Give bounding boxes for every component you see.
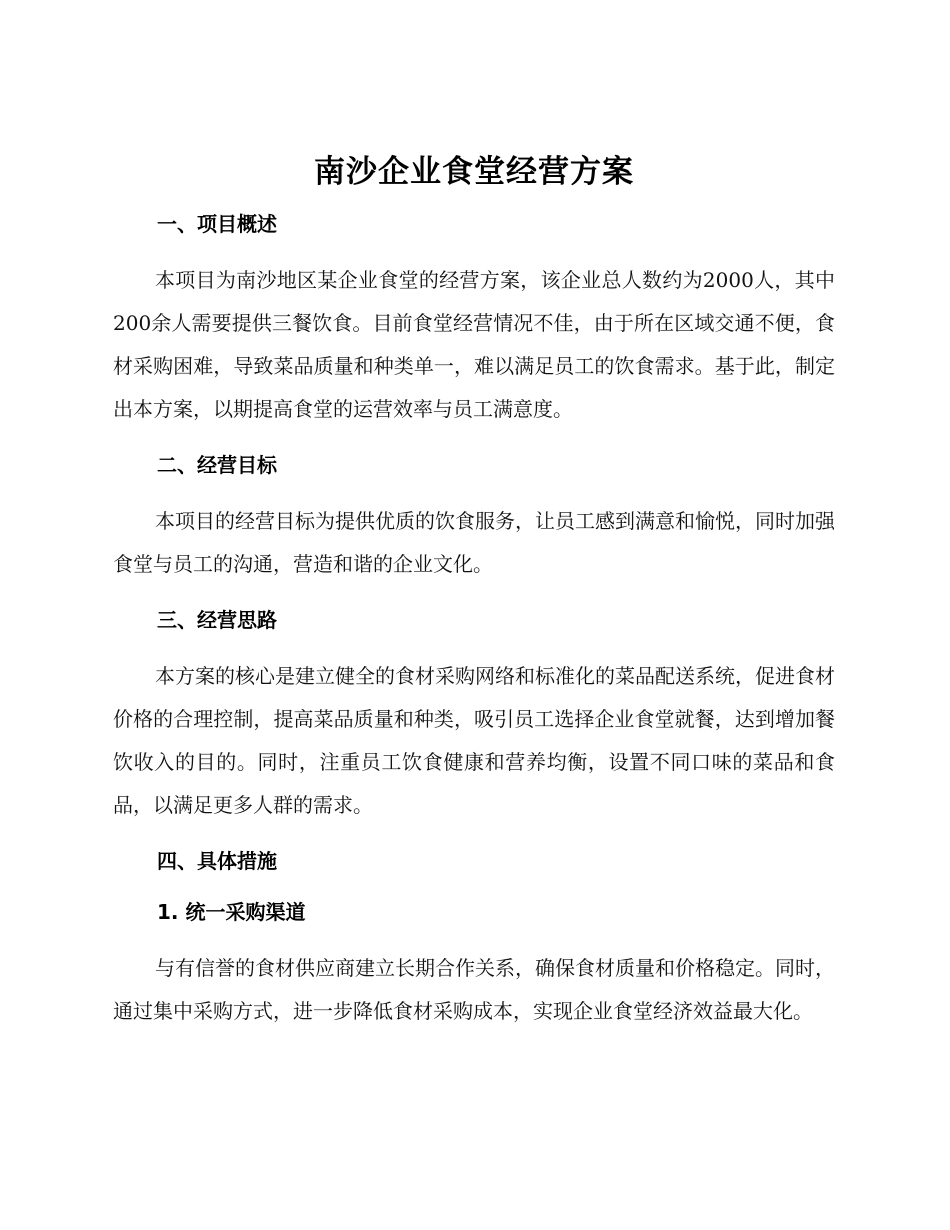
spacer <box>113 636 835 655</box>
section-heading-measures: 四、具体措施 <box>157 849 277 873</box>
document-body <box>113 150 835 1033</box>
document-title: 南沙企业食堂经营方案 <box>314 154 634 190</box>
section-paragraph-approach: 本方案的核心是建立健全的食材采购网络和标准化的菜品配送系统，促进食材价格的合理控制，提高菜品质量和种类，吸引员工选择企业食堂就餐，达到增加餐饮收入的目的。同时，注重员工饮食健康和营养均衡，设置不同口味的菜品和食品，以满足更多人群的需求。 <box>113 664 835 817</box>
spacer <box>113 586 835 604</box>
section-paragraph-goals: 本项目的经营目标为提供优质的饮食服务，让员工感到满意和愉悦，同时加强食堂与员工的沟通，营造和谐的企业文化。 <box>113 509 835 576</box>
spacer <box>113 481 835 500</box>
section-heading-goals: 二、经营目标 <box>157 453 277 477</box>
section-paragraph-overview: 本项目为南沙地区某企业食堂的经营方案，该企业总人数约为2000人，其中200余人需要提供三餐饮食。目前食堂经营情况不佳，由于所在区域交通不便，食材采购困难，导致菜品质量和种类单一，难以满足员工的饮食需求。基于此，制定出本方案，以期提高食堂的运营效率与员工满意度。 <box>113 268 835 421</box>
section-heading-approach: 三、经营思路 <box>157 608 277 632</box>
spacer <box>113 194 835 208</box>
section-heading-overview: 一、项目概述 <box>157 212 277 236</box>
subsection-heading-procurement: 1. 统一采购渠道 <box>157 900 306 924</box>
spacer <box>113 431 835 449</box>
spacer <box>113 240 835 259</box>
spacer <box>113 928 835 947</box>
spacer <box>113 827 835 845</box>
subsection-paragraph-procurement: 与有信誉的食材供应商建立长期合作关系，确保食材质量和价格稳定。同时，通过集中采购方式，进一步降低食材采购成本，实现企业食堂经济效益最大化。 <box>113 956 835 1023</box>
spacer <box>113 877 835 896</box>
